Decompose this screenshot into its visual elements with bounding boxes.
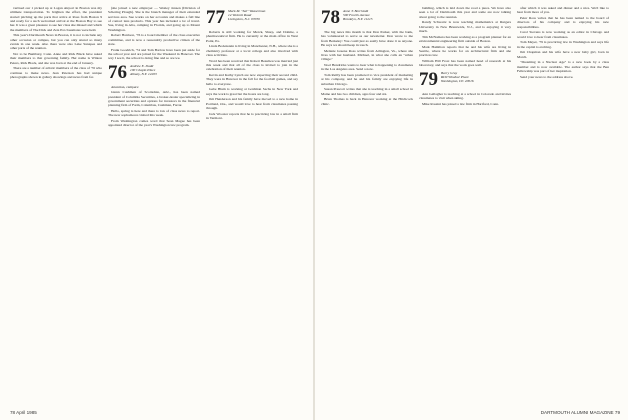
class-number: 76 [108,61,127,83]
left-column-1 [10,6,102,402]
paragraph: Frank Goodrich, '74 and Tom Barlow have been put aside for the school year and are joined for the Weekend in Hanover. The way I see it, the school is doing fine and so are we. [108,47,200,61]
class-77-header [206,9,298,27]
paragraph: Word has been received that Robert Beaulieu was married just this week and that all of the class is invited to join in the celebration of their reunion. [206,58,298,72]
paragraph: Attention, campers: [111,84,139,89]
left-column-3 [206,6,298,402]
paragraph: Linda Bodenstein is living in Manchester, N.H., where she is a chemistry professor at a local college and also involved with class activities. [206,44,298,58]
paragraph: Jim Chapman and his wife have a new baby girl, born in March. [517,50,609,59]
paragraph: Mark Hamilton reports that he and his wife are living in Seattle, where he works for an architectural firm and she practices law. [419,44,511,58]
class-secretary-address [343,9,373,22]
class-number: 79 [419,68,438,90]
secretary-city: Brooklyn, N.Y. 11215 [343,17,373,22]
paragraph: William Hill Frost has been named head of research at his laboratory, and says that the work goes well. [419,58,511,68]
secretary-street: 14 Wolcott Road [228,13,252,18]
right-column-3 [517,6,609,402]
paragraph: Jack Wooster reports that he is practicing law in a small firm in Vermont. [206,111,298,120]
secretary-city: Livingston, N.J. 07039 [228,17,260,22]
secretary-name: Mark M. "Sal" Wasserman [228,9,266,13]
paragraph: Tim McNamara has been working as a program planner for an environmental engineering firm outside of Boston. [419,34,511,43]
paragraph: (she joined a new employer — Wesley Jensen (Division of Schering Plough). She is the branch manager of their extended services area. Sue works on her accounts and makes a full line of contact lens products. This year has included a lot of travel. Sue, living in Alta, camping in Florida, and going up to Mount Washington. [108,6,200,32]
paragraph: Tom Meyer, '79 is practicing law in Washington and says life in the capital is exciting. [517,40,609,49]
paragraph: This year's Dartmouth News in Boston, it is not to include any other occasion or campus, but you can only attend so many events in one week. Also there were also Lake Sunapee and other parts of the reunion. [10,33,102,51]
paragraph: Melanie Greene Ross writes from Arlington, Va., where she lives with her husband. Michael, in what she calls an "urban village." [321,48,413,62]
paragraph: Tom Reilly has been promoted to vice president of marketing at his company, and he and his family are enjoying life in suburban Chicago. [321,72,413,86]
paragraph: Mike Rossini has joined a law firm in Hartford, Conn. [422,101,499,106]
secretary-city: Washington, DC 20016 [441,79,474,84]
paragraph: Gabe Blum is working at Goldman Sachs in New York and says the work is great but the hours are long. [206,87,298,96]
paragraph: Peter Ross writes that he has been named to the board of directors of his company and is enjoying his new responsibilities. [517,15,609,29]
paragraph: Kevin and Kathy Lynch are now expecting their second child. They were in Hanover in the fall for the football games, and say hello to everyone. [206,72,298,86]
left-page [0,0,313,420]
paragraph: Robert Harrison, '76 is a board member of the class executive committee, and is now a reasonably productive citizen of the state. [108,33,200,47]
paragraph: vertised our 1 picked up at Logan Airport in Boston was my ultimate transportation. To brighten the effort, the president started pitching up the parts that arrive at Ross from Boston 9 and ready for a such welcomed arrival at the Boston Bay to see her. It was a great pleasure to see her class she missed and which the members of The Dick and Zeta Psi classmates were held. [10,6,102,32]
class-78-header [321,9,413,27]
paragraph: Roberts is still working for Merck, Sharp, and Dohme, a pharmaceutical firm. He is currently at the main office in West Point, Pa. [206,30,298,43]
paragraph: after which it was asked and dinner and a nice. We'd like to hear from more of you. [517,6,609,15]
secretary-name: Anne T. Berchtold [343,9,369,13]
secretary-street: 100 Chapin Place [130,67,156,72]
secretary-name: Andrew E. Dodd [130,63,154,68]
paragraph: Jim Henderson and his family have moved to a new home in Portland, Ore., and would love to hear from classmates passing through. [206,97,298,110]
page-folio: 78 April 1985 [10,410,37,415]
class-secretary-address [441,71,474,84]
class-79-header [419,68,511,90]
secretary-name: Barry Gray [441,70,458,75]
paragraph: Ann Gallagher is teaching at a school in Colorado and invites classmates to visit when skiing. [419,91,511,100]
right-column-1 [321,6,413,402]
class-secretary-address [228,9,265,22]
paragraph: Carol Stevens is now working as an editor in Chicago and would love to hear from classmates. [517,30,609,39]
right-column-2 [419,6,511,402]
left-column-2 [108,6,200,402]
paragraph: Not to be Bumbury, Conn. Anne and Rick Black have asked their members to that governing family. Her name is Winton Peters, Rick Black, and she was born at the end of January. [10,52,102,65]
paragraph: Brian Thomas is back in Hanover working at the Hitchcock clinic. [321,97,413,106]
class-number: 78 [321,7,340,28]
secretary-street: 500 Fourth Avenue [343,13,370,18]
class-secretary-address [130,64,157,77]
paragraph: Hello, spring is here and there is lots of class news to report. The new sophomores visited this week. [108,109,200,118]
class-number: 77 [206,7,225,28]
class-76-header [108,61,200,83]
paragraph: Glenn Cushman of Scottsdale, Ariz., has been named president of Columbia Securities, a broker-dealer specializing in government securities and options for investors in the financial planning firm of Farm, Columbus, Cushman, Farrar. [108,90,200,108]
paragraph: building, which is laid down the road a piece. We have also seen a lot of Dartmouth this year and some are now talking about going to the reunion. [419,6,511,19]
secretary-street: RD9 Windsor Place [441,74,469,79]
paragraph: There are a number of artistic members of the class of '76 who continue to make news. Jean Peterson has had unique photographs shown in gallery showings and news from far. [10,66,102,80]
paragraph: Send your news to the address above. [520,74,574,79]
page-folio: DARTMOUTH ALUMNI MAGAZINE 79 [540,410,620,415]
secretary-city: Albany, N.Y. 12203 [130,72,157,77]
paragraph: The big news this month is that Don Parker, with the bank, has volunteered to serve as our newsletter. Don wrote to me from Berkeley: You could just as easily have done it as anyone. He says we should keep in touch. [321,30,413,48]
right-page [315,0,628,420]
paragraph: Randy Schwartz is now teaching mathematics at Rutgers University in New Brunswick, N.J., and is enjoying it very much. [419,20,511,34]
paragraph: "Dreaming in a Nuclear Age" is a new book by a class member and is now available. The author says that the Ben Fellowship was part of her inspiration. [517,60,609,73]
paragraph: From Washington comes word that Sean Magee has been appointed director of the year's Washington law program. [108,119,200,128]
paragraph: Noel Hendricks wants to hear what is happening to classmates in the Los Angeles area. Send a note. [321,63,413,72]
paragraph: Susan Prescott writes that she is teaching in a small school in Maine and has two children, ages four and six. [321,87,413,96]
